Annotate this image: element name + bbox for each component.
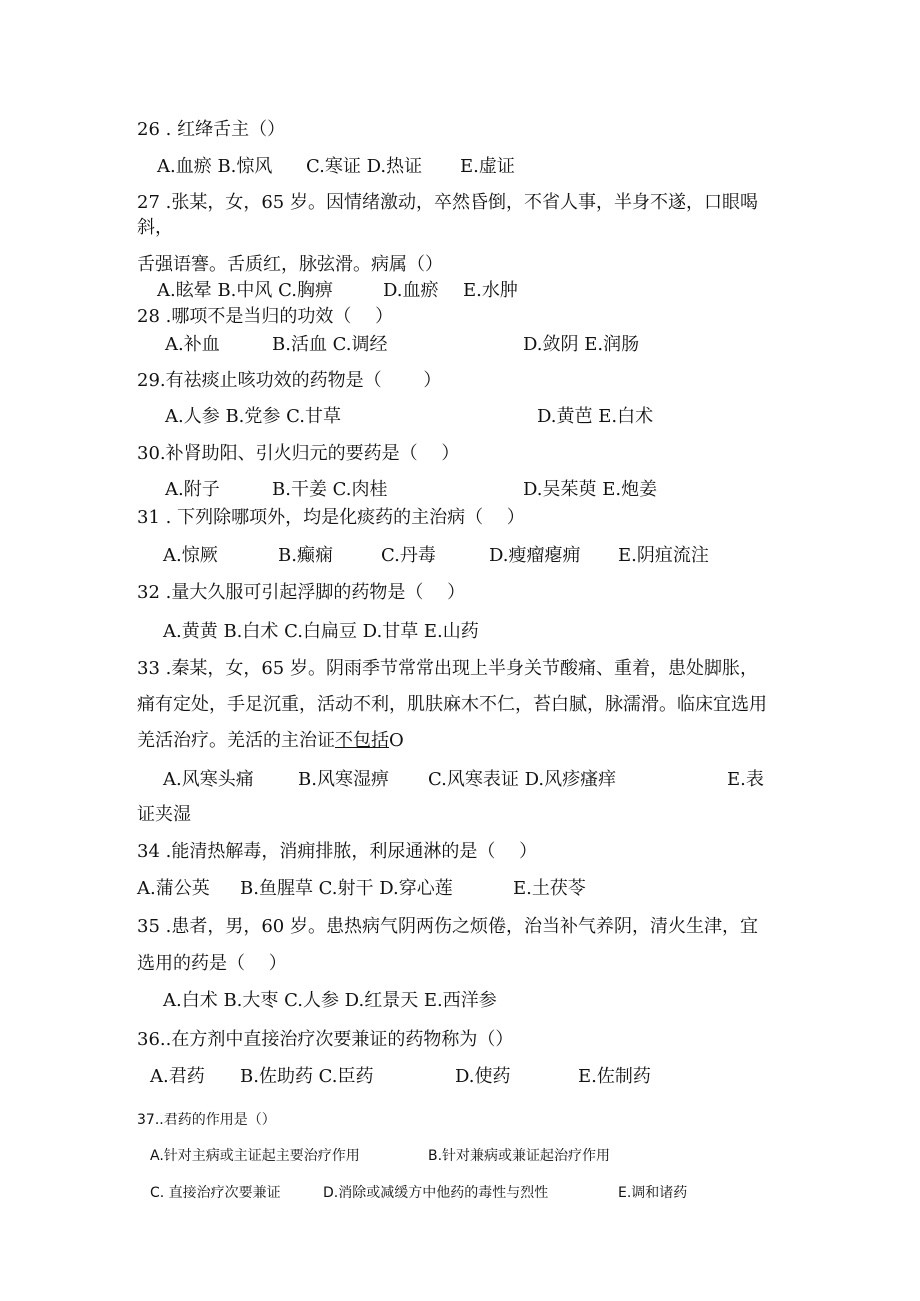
question-32-option: A.黄黄 B.白术 C.白扁豆 D.甘草 E.山药 [163, 621, 479, 642]
question-35-stem: 35 .患者，男，60 岁。患热病气阴两伤之烦倦，治当补气养阴，清火生津，宜 [137, 916, 758, 937]
question-36-option: A.君药 [150, 1066, 205, 1087]
question-36-option: B.佐助药 C.臣药 [240, 1066, 374, 1087]
question-35-stem: 选用的药是（ ） [137, 953, 287, 974]
question-27-option: E.水肿 [463, 280, 518, 301]
question-34-option: E.土茯苓 [513, 878, 586, 899]
question-31-option: D.瘦瘤瘪痈 [489, 545, 581, 566]
question-30-option: B.干姜 C.肉桂 [272, 479, 388, 500]
question-28-option: A.补血 [165, 334, 220, 355]
question-26-stem: 26 . 红绛舌主（） [137, 119, 286, 140]
question-30-option: A.附子 [165, 479, 220, 500]
question-31-option: E.阴疽流注 [618, 545, 709, 566]
question-33-option: E.表 [727, 769, 764, 790]
question-28-option: D.敛阴 E.润肠 [523, 334, 640, 355]
question-32-stem: 32 .量大久服可引起浮脚的药物是（ ） [137, 582, 466, 603]
question-35-option: A.白术 B.大枣 C.人参 D.红景天 E.西洋参 [163, 990, 497, 1011]
question-33-stem: 痛有定处，手足沉重，活动不利，肌肤麻木不仁，苔白腻，脉濡滑。临床宜选用 [137, 694, 767, 715]
question-31-option: C.丹毒 [381, 545, 436, 566]
question-28-stem: 28 .哪项不是当归的功效（ ） [137, 306, 394, 327]
question-33-option: A.风寒头痛 [163, 769, 254, 790]
question-33-blank: O [389, 730, 404, 751]
question-29-option: A.人参 B.党参 C.甘草 [165, 406, 341, 427]
question-33-stem [137, 730, 404, 752]
question-37-option: B.针对兼病或兼证起治疗作用 [428, 1148, 611, 1164]
question-33-option: B.风寒湿痹 [298, 769, 389, 790]
question-26-option: A.血瘀 B.惊风 [157, 156, 273, 177]
question-27-option: A.眩晕 B.中风 C.胸痹 [157, 280, 333, 301]
question-31-option: B.癫痫 [278, 545, 333, 566]
question-34-option: A.蒲公英 [137, 878, 210, 899]
question-37-option: C. 直接治疗次要兼证 [150, 1185, 281, 1201]
question-26-option: E.虚证 [460, 156, 515, 177]
question-36-stem: 36..在方剂中直接治疗次要兼证的药物称为（） [137, 1029, 514, 1050]
question-33-stem: 33 .秦某，女，65 岁。阴雨季节常常出现上半身关节酸痛、重着，患处脚胀， [137, 658, 758, 679]
question-37-stem: 37..君药的作用是（） [137, 1112, 276, 1128]
question-33-option-continuation: 证夹湿 [137, 804, 191, 825]
question-33-option: C.风寒表证 D.风疹瘙痒 [428, 769, 617, 790]
question-27-stem: 舌强语謇。舌质红，脉弦滑。病属（） [137, 254, 443, 275]
question-26-option: C.寒证 D.热证 [306, 156, 423, 177]
question-36-option: D.使药 [455, 1066, 511, 1087]
question-29-option: D.黄芭 E.白术 [537, 406, 654, 427]
question-34-option: B.鱼腥草 C.射干 D.穿心莲 [240, 878, 453, 899]
question-31-stem: 31 . 下列除哪项外，均是化痰药的主治病（ ） [137, 507, 525, 528]
question-36-option: E.佐制药 [578, 1066, 651, 1087]
question-34-stem: 34 .能清热解毒，消痈排脓，利尿通淋的是（ ） [137, 841, 538, 862]
question-30-option: D.吴茱萸 E.炮姜 [523, 479, 658, 500]
question-27-option: D.血瘀 [383, 280, 439, 301]
question-37-option: D.消除或减缓方中他药的毒性与烈性 [323, 1185, 549, 1201]
question-30-stem: 30.补肾助阳、引火归元的要药是（ ） [137, 443, 460, 464]
question-29-stem: 29.有祛痰止咳功效的药物是（ ） [137, 370, 442, 391]
question-28-option: B.活血 C.调经 [272, 334, 388, 355]
question-31-option: A.惊厥 [163, 545, 218, 566]
question-33-stem-text: 羌活治疗。羌活的主治证 [137, 730, 335, 751]
question-37-option: E.调和诸药 [618, 1185, 688, 1201]
question-33-underlined-text: 不包括 [335, 730, 389, 751]
question-27-stem: 斜， [137, 217, 173, 238]
question-27-stem: 27 .张某，女，65 岁。因情绪激动，卒然昏倒，不省人事，半身不遂，口眼喝 [137, 192, 758, 213]
question-37-option: A.针对主病或主证起主要治疗作用 [150, 1148, 360, 1164]
